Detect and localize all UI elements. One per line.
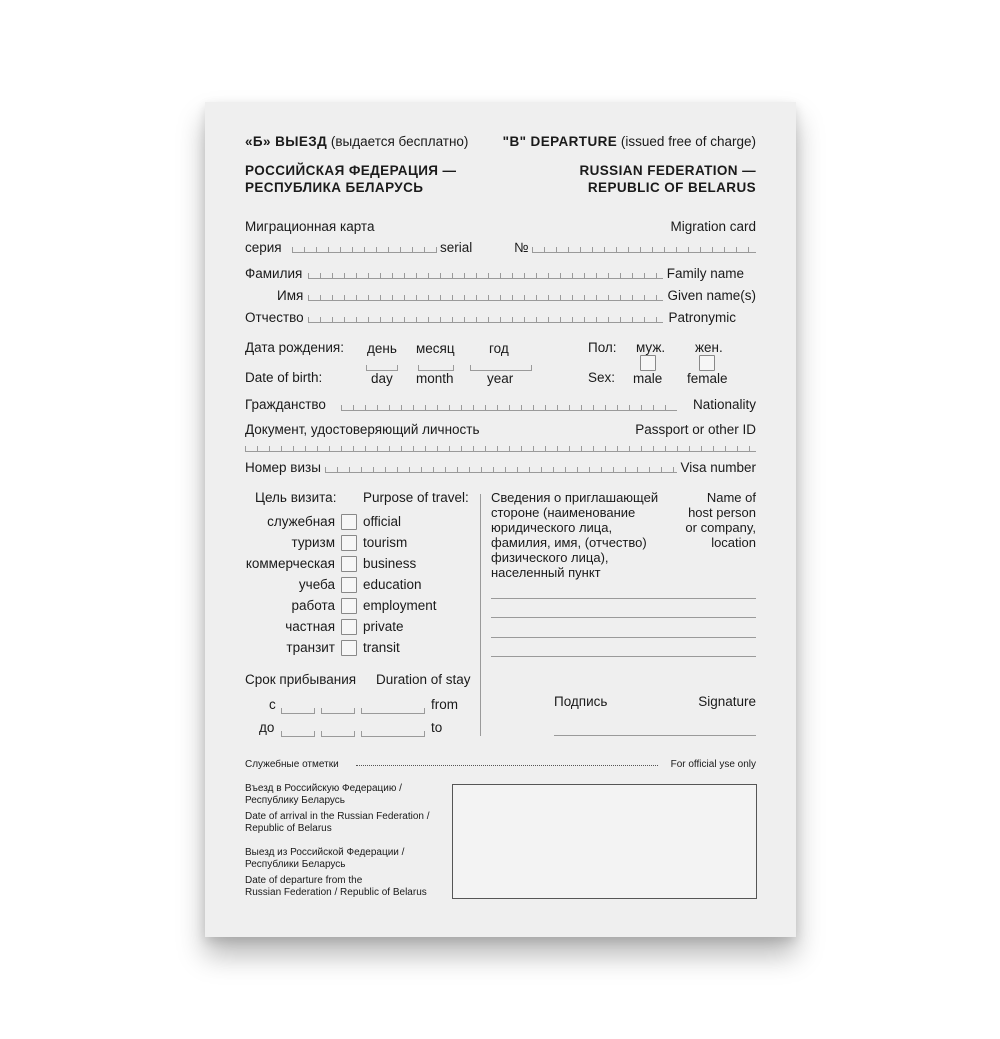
day-label-ru: день: [367, 341, 397, 356]
surname-field[interactable]: [308, 272, 663, 279]
entry-ru-1: Въезд в Российскую Федерацию /: [245, 783, 402, 794]
purpose-en-tourism: tourism: [363, 535, 408, 550]
year-label-en: year: [487, 371, 514, 386]
host-en-1: Name of: [706, 490, 756, 505]
female-label-en: female: [687, 371, 728, 386]
female-checkbox[interactable]: [699, 355, 715, 371]
host-line-1[interactable]: [491, 598, 756, 599]
title-en-line1: RUSSIAN FEDERATION —: [579, 163, 756, 178]
entry-ru-2: Республику Беларусь: [245, 795, 346, 806]
month-label-ru: месяц: [416, 341, 455, 356]
host-en-4: location: [711, 535, 756, 550]
purpose-ru-transit: транзит: [286, 640, 335, 655]
surname-label-ru: Фамилия: [245, 266, 303, 281]
purpose-private-checkbox[interactable]: [341, 619, 357, 635]
purpose-en-private: private: [363, 619, 404, 634]
patronymic-label-en: Patronymic: [668, 310, 736, 325]
host-line-3[interactable]: [491, 637, 756, 638]
given-label-ru: Имя: [277, 288, 304, 303]
title-ru-line1: РОССИЙСКАЯ ФЕДЕРАЦИЯ —: [245, 163, 457, 178]
stay-from-ru: с: [269, 697, 276, 712]
stay-to-month-field[interactable]: [321, 731, 355, 737]
nationality-label-ru: Гражданство: [245, 397, 326, 412]
series-label-ru: серия: [245, 240, 282, 255]
stay-title-en: Duration of stay: [376, 672, 471, 687]
title-ru-line2: РЕСПУБЛИКА БЕЛАРУСЬ: [245, 180, 424, 195]
number-sign: №: [514, 240, 529, 255]
given-label-en: Given name(s): [667, 288, 756, 303]
male-checkbox[interactable]: [640, 355, 656, 371]
exit-ru-2: Республики Беларусь: [245, 859, 346, 870]
document-label-ru: Документ, удостоверяющий личность: [245, 422, 480, 437]
stay-to-day-field[interactable]: [281, 731, 315, 737]
stay-to-year-field[interactable]: [361, 731, 425, 737]
stay-to-en: to: [431, 720, 443, 735]
stay-from-month-field[interactable]: [321, 708, 355, 714]
host-ru-1: Сведения о приглашающей: [491, 490, 659, 505]
purpose-ru-private: частная: [285, 619, 335, 634]
purpose-ru-tourism: туризм: [291, 535, 335, 550]
header-left: [245, 134, 468, 150]
signature-field[interactable]: [554, 735, 756, 736]
official-label-ru: Служебные отметки: [245, 759, 339, 770]
purpose-en-business: business: [363, 556, 417, 571]
visa-label-en: Visa number: [680, 460, 756, 475]
title-en-line2: REPUBLIC OF BELARUS: [587, 180, 756, 195]
purpose-title-en: Purpose of travel:: [363, 490, 469, 505]
official-dotted-line: [356, 765, 658, 766]
header-left-prefix: «Б» ВЫЕЗД: [245, 134, 328, 149]
signature-label-ru: Подпись: [554, 694, 608, 709]
purpose-ru-employment: работа: [291, 598, 335, 613]
stay-from-en: from: [431, 697, 458, 712]
year-label-ru: год: [489, 341, 509, 356]
purpose-title-ru: Цель визита:: [255, 490, 337, 505]
visa-label-ru: Номер визы: [245, 460, 321, 475]
series-field[interactable]: [292, 246, 437, 253]
host-line-2[interactable]: [491, 617, 756, 618]
purpose-ru-official: служебная: [267, 514, 335, 529]
nationality-label-en: Nationality: [692, 397, 756, 412]
nationality-field[interactable]: [341, 404, 677, 411]
male-label-ru: муж.: [636, 340, 666, 355]
migration-card-sheet: [205, 102, 796, 937]
birth-label-ru: Дата рождения:: [245, 340, 344, 355]
official-label-en: For official yse only: [670, 759, 756, 770]
patronymic-field[interactable]: [308, 316, 663, 323]
host-ru-6: населенный пункт: [491, 565, 601, 580]
surname-label-en: Family name: [666, 266, 744, 281]
purpose-official-checkbox[interactable]: [341, 514, 357, 530]
host-ru-4: фамилия, имя, (отчество): [491, 535, 647, 550]
purpose-en-education: education: [363, 577, 422, 592]
day-label-en: day: [371, 371, 393, 386]
purpose-employment-checkbox[interactable]: [341, 598, 357, 614]
official-stamp-box[interactable]: [452, 784, 757, 899]
male-label-en: male: [633, 371, 663, 386]
visa-number-field[interactable]: [325, 466, 677, 473]
purpose-en-official: official: [363, 514, 402, 529]
female-label-ru: жен.: [695, 340, 723, 355]
purpose-ru-business: коммерческая: [245, 556, 335, 571]
exit-en-2: Russian Federation / Republic of Belarus: [245, 887, 427, 898]
document-label-en: Passport or other ID: [635, 422, 756, 437]
entry-en-2: Republic of Belarus: [245, 823, 332, 834]
purpose-ru-education: учеба: [298, 577, 335, 592]
purpose-transit-checkbox[interactable]: [341, 640, 357, 656]
column-divider: [480, 494, 481, 736]
purpose-en-transit: transit: [363, 640, 400, 655]
series-label-en: serial: [440, 240, 473, 255]
exit-en-1: Date of departure from the: [245, 875, 363, 886]
host-ru-3: юридического лица,: [491, 520, 613, 535]
sex-label-ru: Пол:: [588, 340, 617, 355]
migration-card-label-ru: Миграционная карта: [245, 219, 375, 234]
stay-to-ru: до: [259, 720, 275, 735]
host-ru-2: стороне (наименование: [491, 505, 636, 520]
month-label-en: month: [416, 371, 454, 386]
stay-from-day-field[interactable]: [281, 708, 315, 714]
document-field[interactable]: [245, 445, 756, 452]
patronymic-label-ru: Отчество: [245, 310, 304, 325]
stay-title-ru: Срок прибывания: [245, 672, 357, 687]
host-en-3: or company,: [685, 520, 756, 535]
birth-label-en: Date of birth:: [245, 370, 323, 385]
host-en-2: host person: [688, 505, 756, 520]
sex-label-en: Sex:: [588, 370, 616, 385]
header-right-suffix: (issued free of charge): [620, 134, 756, 149]
header-left-suffix: (выдается бесплатно): [330, 134, 469, 149]
number-field[interactable]: [532, 246, 756, 253]
purpose-business-checkbox[interactable]: [341, 556, 357, 572]
entry-en-1: Date of arrival in the Russian Federation /: [245, 811, 430, 822]
host-ru-5: физического лица),: [491, 550, 609, 565]
exit-ru-1: Выезд из Российской Федерации /: [245, 847, 405, 858]
header-right: [503, 134, 756, 150]
stay-from-year-field[interactable]: [361, 708, 425, 714]
signature-label-en: Signature: [698, 694, 756, 709]
purpose-education-checkbox[interactable]: [341, 577, 357, 593]
purpose-tourism-checkbox[interactable]: [341, 535, 357, 551]
purpose-en-employment: employment: [363, 598, 437, 613]
header-right-prefix: "B" DEPARTURE: [502, 134, 618, 149]
given-name-field[interactable]: [308, 294, 663, 301]
migration-card-label-en: Migration card: [670, 219, 756, 234]
host-line-4[interactable]: [491, 656, 756, 657]
